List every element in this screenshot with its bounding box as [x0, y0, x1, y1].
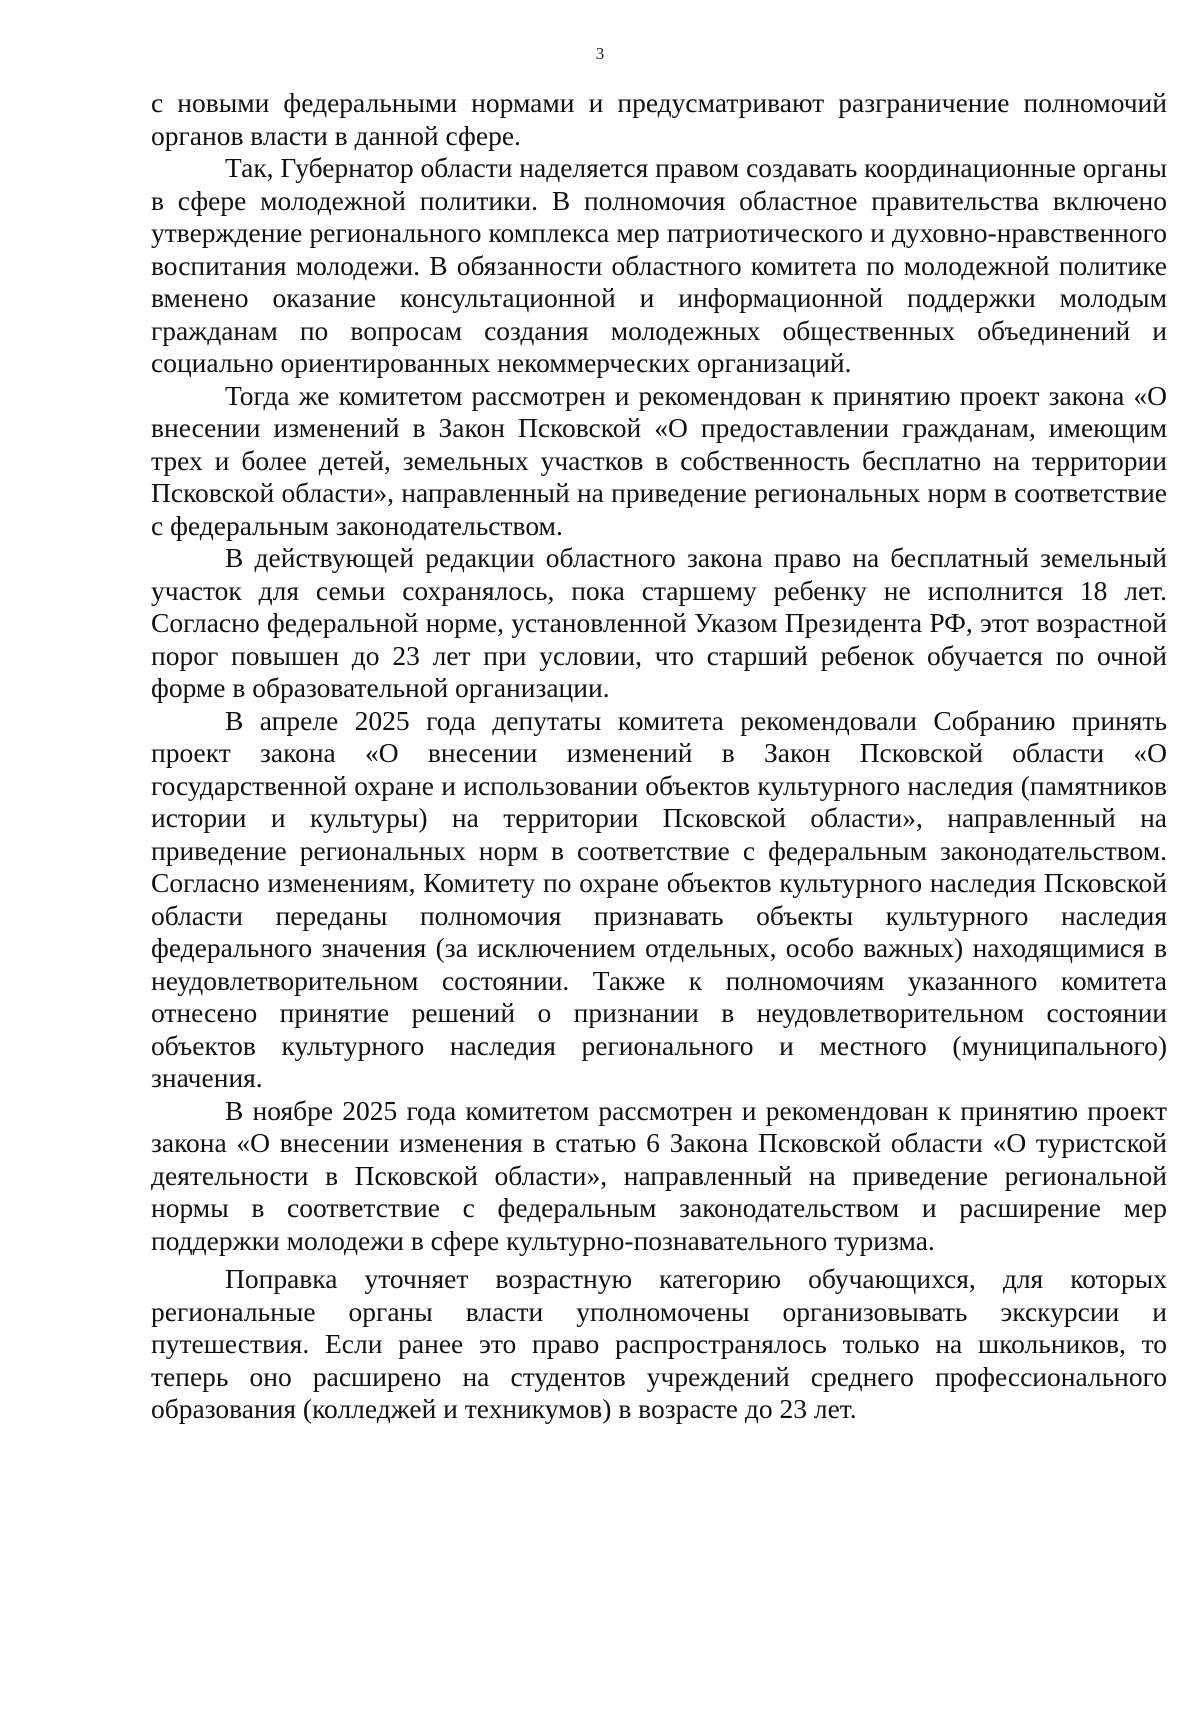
paragraph-governor-powers: Так, Губернатор области наделяется правом создавать координационные органы в сфере молодежной политики. В полномочия областное правительства включено утверждение регионального комплекса мер патриотического и духовно-нравственного воспитания молодежи. В обязанности областного комитета по молодежной политике вменено оказание консультационной и информационной поддержки молодым гражданам по вопросам создания молодежных общественных объединений и социально ориентированных некоммерческих организаций. — [151, 152, 1167, 378]
paragraph-continuation: с новыми федеральными нормами и предусматривают разграничение полномочий органов власти в данной сфере. — [151, 87, 1167, 151]
paragraph-tourism-bill: В ноябре 2025 года комитетом рассмотрен и рекомендован к принятию проект закона «О внесении изменения в статью 6 Закона Псковской области «О туристской деятельности в Псковской области», направленный на приведение региональной нормы в соответствие с федеральным законодательством и расширение мер поддержки молодежи в сфере культурно-познавательного туризма. — [151, 1094, 1167, 1256]
paragraph-amendment-details: Поправка уточняет возрастную категорию обучающихся, для которых региональные органы власти уполномочены организовывать экскурсии и путешествия. Если ранее это право распространялось только на школьников, то теперь оно расширено на студентов учреждений среднего профессионального образования (колледжей и техникумов) в возрасте до 23 лет. — [151, 1263, 1167, 1424]
paragraph-land-plots-bill: Тогда же комитетом рассмотрен и рекомендован к принятию проект закона «О внесении изменений в Закон Псковской «О предоставлении гражданам, имеющим трех и более детей, земельных участков в собственность бесплатно на территории Псковской области», направленный на приведение региональных норм в соответствие с федеральным законодательством. — [151, 379, 1167, 541]
document-body — [151, 87, 1167, 1426]
paragraph-cultural-heritage-bill: В апреле 2025 года депутаты комитета рекомендовали Собранию принять проект закона «О внесении изменений в Закон Псковской области «О государственной охране и использовании объектов культурного наследия (памятников истории и культуры) на территории Псковской области», направленный на приведение региональных норм в соответствие с федеральным законодательством. Согласно изменениям, Комитету по охране объектов культурного наследия Псковской области переданы полномочия признавать объекты культурного наследия федерального значения (за исключением отдельных, особо важных) находящимися в неудовлетворительном состоянии. Также к полномочиям указанного комитета отнесено принятие решений о признании в неудовлетворительном состоянии объектов культурного наследия регионального и местного (муниципального) значения. — [151, 704, 1167, 1093]
page-number: 3 — [595, 44, 605, 63]
paragraph-age-threshold: В действующей редакции областного закона право на бесплатный земельный участок для семьи сохранялось, пока старшему ребенку не исполнится 18 лет. Согласно федеральной норме, установленной Указом Президента РФ, этот возрастной порог повышен до 23 лет при условии, что старший ребенок обучается по очной форме в образовательной организации. — [151, 542, 1167, 703]
